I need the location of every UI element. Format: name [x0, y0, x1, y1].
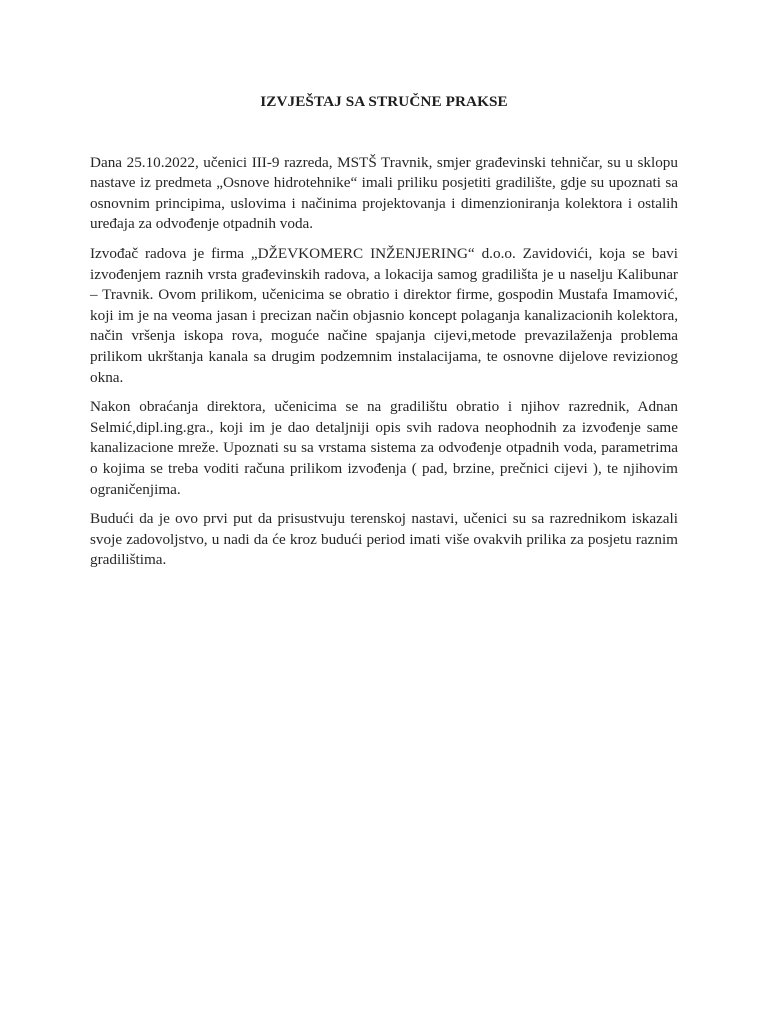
paragraph-contractor: Izvođač radova je firma „DŽEVKOMERC INŽENJERING“ d.o.o. Zavidovići, koja se bavi izvođenjem raznih vrsta građevinskih radova, a lokacija samog gradilišta je u naselju Kalibunar – Travnik. Ovom prilikom, učenicima se obratio i direktor firme, gospodin Mustafa Imamović, koji im je na veoma jasan i precizan način objasnio koncept polaganja kanalizacionih kolektora, način vršenja iskopa rova, moguće načine spajanja cijevi,metode prevazilaženja problema prilikom ukrštanja kanala sa drugim podzemnim instalacijama, te osnovne dijelove revizionog okna. — [90, 244, 678, 386]
paragraph-conclusion: Budući da je ovo prvi put da prisustvuju terenskoj nastavi, učenici su sa razrednikom iskazali svoje zadovoljstvo, u nadi da će kroz budući period imati više ovakvih prilika za posjetu raznim gradilištima. — [90, 510, 678, 569]
paragraph-intro: Dana 25.10.2022, učenici III-9 razreda, MSTŠ Travnik, smjer građevinski tehničar, su u sklopu nastave iz predmeta „Osnove hidrotehnike“ imali priliku posjetiti gradilište, gdje su upoznati sa osnovnim principima, uslovima i načinima projektovanja i dimenzioniranja kolektora i ostalih uređaja za odvođenje otpadnih voda. — [90, 153, 678, 233]
document-body — [90, 92, 678, 580]
paragraph-teacher: Nakon obraćanja direktora, učenicima se na gradilištu obratio i njihov razrednik, Adnan Selmić,dipl.ing.gra., koji im je dao detaljniji opis svih radova neophodnih za izvođenje same kanalizacione mreže. Upoznati su sa vrstama sistema za odvođenje otpadnih voda, parametrima o kojima se treba voditi računa prilikom izvođenja ( pad, brzine, prečnici cijevi ), te njihovim ograničenjima. — [90, 398, 678, 498]
document-title: IZVJEŠTAJ SA STRUČNE PRAKSE — [260, 93, 508, 110]
